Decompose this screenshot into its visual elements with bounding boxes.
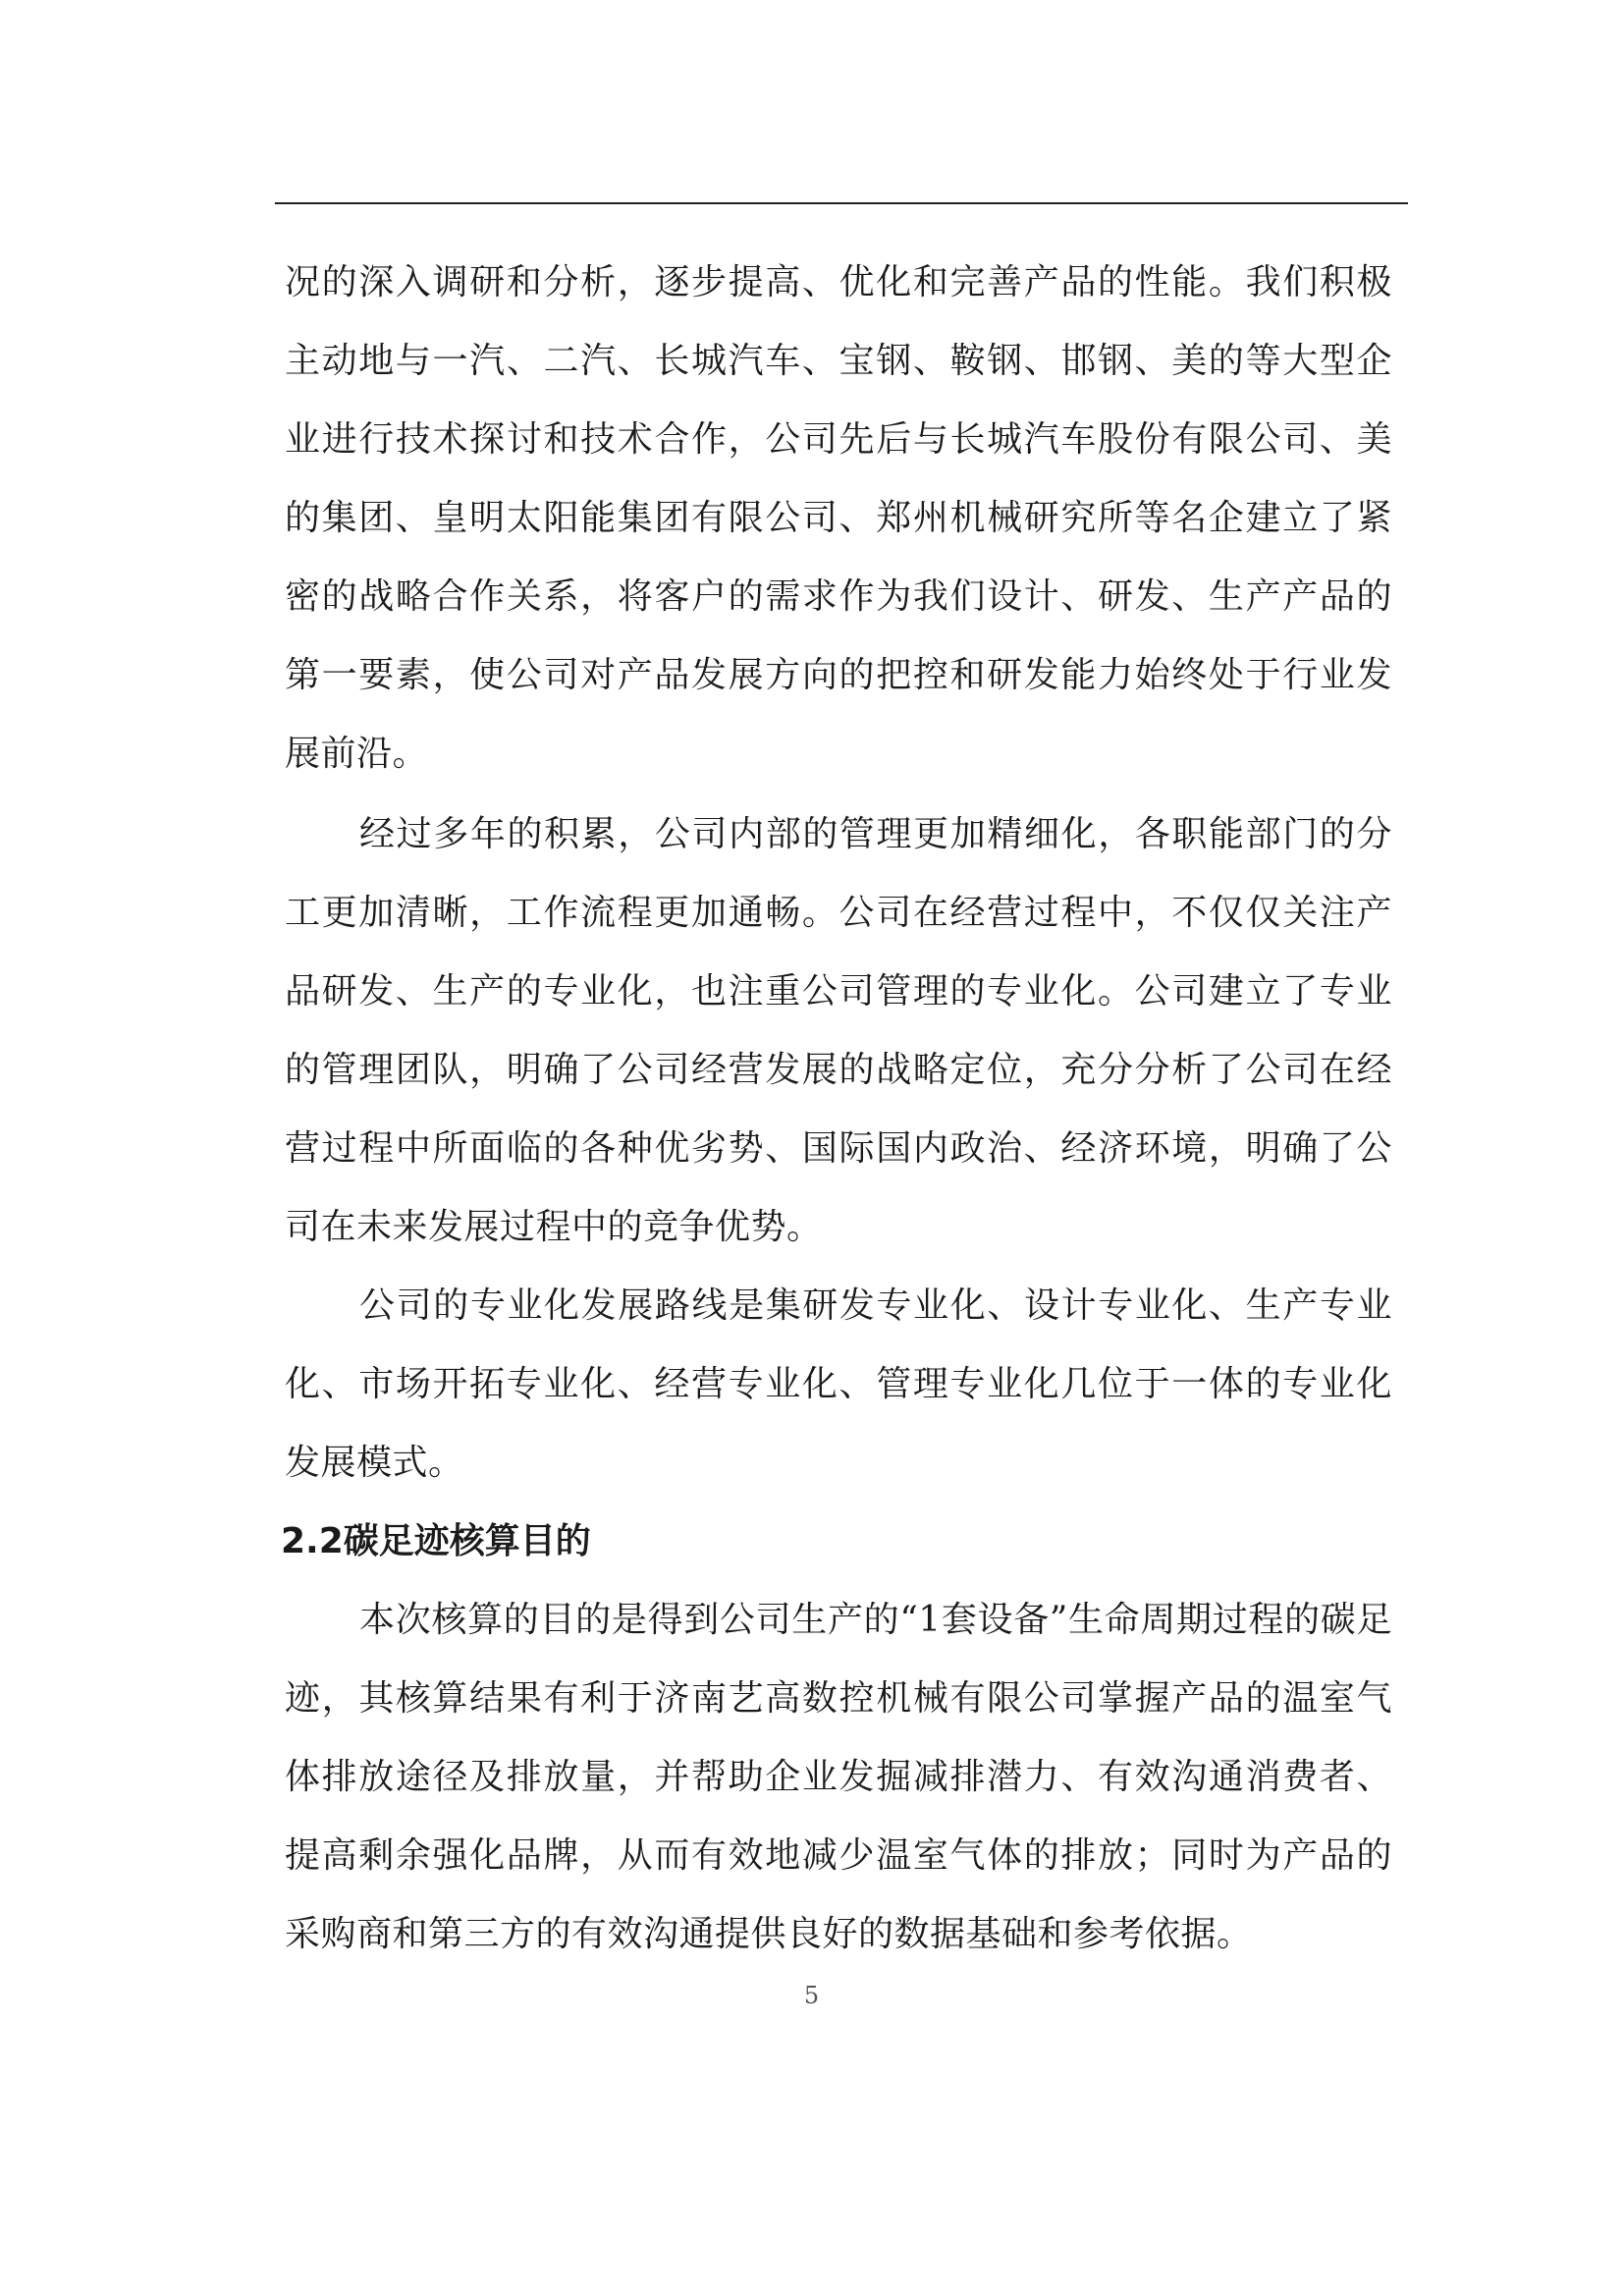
body-paragraph: 况的深入调研和分析，逐步提高、优化和完善产品的性能。我们积极主动地与一汽、二汽、长城汽车、宝钢、鞍钢、邯钢、美的等大型企业进行技术探讨和技术合作，公司先后与长城汽车股份有限公司、美的集团、皇明太阳能集团有限公司、郑州机械研究所等名企建立了紧密的战略合作关系，将客户的需求作为我们设计、研发、生产产品的第一要素，使公司对产品发展方向的把控和研发能力始终处于行业发展前沿。 <box>285 262 1392 774</box>
body-paragraph: 经过多年的积累，公司内部的管理更加精细化，各职能部门的分工更加清晰，工作流程更加通畅。公司在经营过程中，不仅仅关注产品研发、生产的专业化，也注重公司管理的专业化。公司建立了专业的管理团队，明确了公司经营发展的战略定位，充分分析了公司在经营过程中所面临的各种优劣势、国际国内政治、经济环境，明确了公司在未来发展过程中的竞争优势。 <box>285 814 1392 1247</box>
body-paragraph: 本次核算的目的是得到公司生产的“1套设备”生命周期过程的碳足迹，其核算结果有利于济南艺高数控机械有限公司掌握产品的温室气体排放途径及排放量，并帮助企业发掘减排潜力、有效沟通消费者、提高剩余强化品牌，从而有效地减少温室气体的排放；同时为产品的采购商和第三方的有效沟通提供良好的数据基础和参考依据。 <box>285 1600 1392 1954</box>
section-heading: 2.2碳足迹核算目的 <box>281 1521 591 1561</box>
header-rule <box>275 202 1408 204</box>
page-number: 5 <box>803 1982 820 2009</box>
body-paragraph: 公司的专业化发展路线是集研发专业化、设计专业化、生产专业化、市场开拓专业化、经营专业化、管理专业化几位于一体的专业化发展模式。 <box>285 1285 1392 1483</box>
